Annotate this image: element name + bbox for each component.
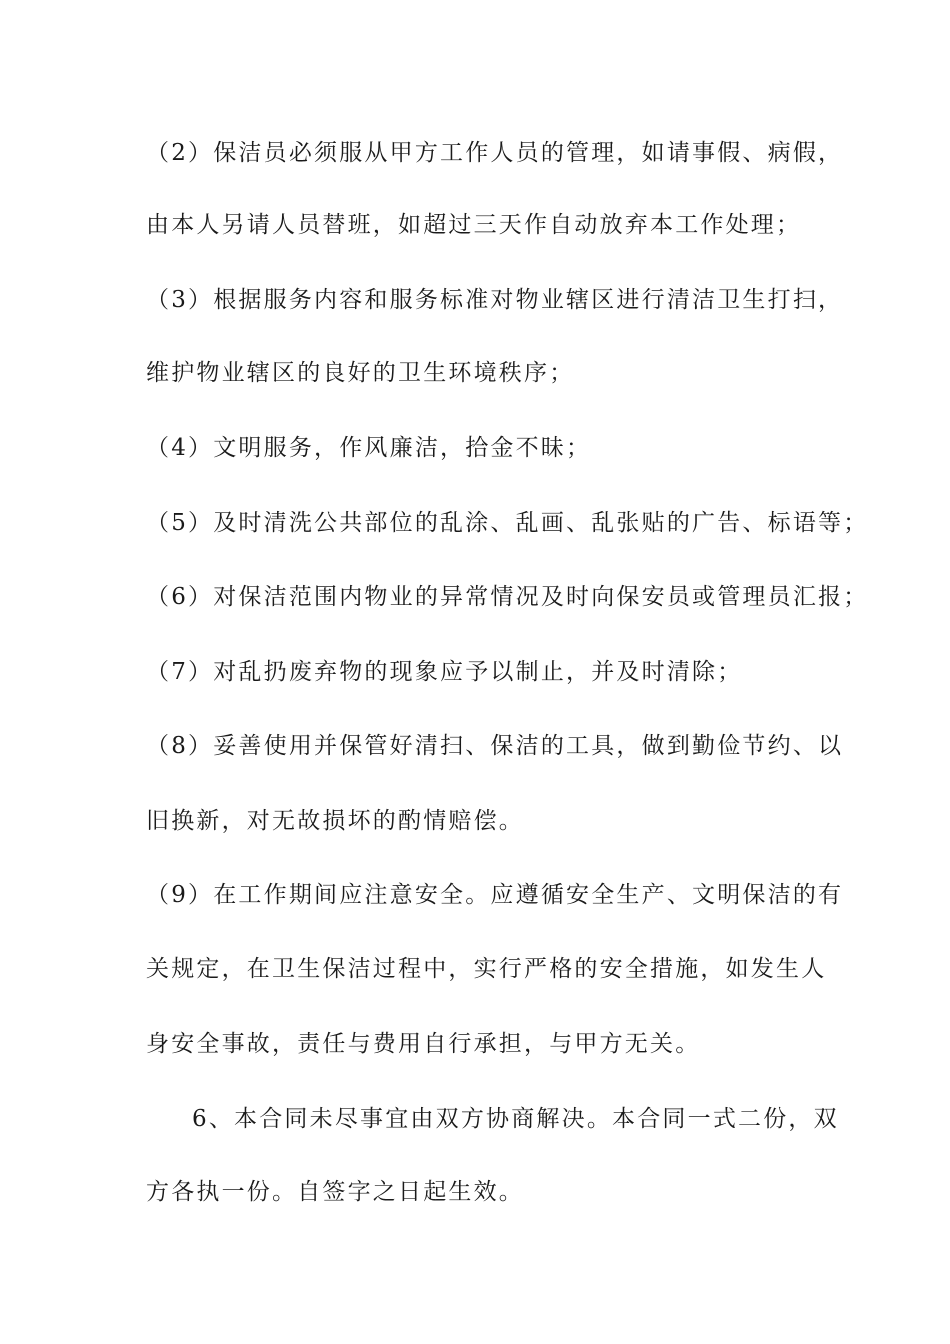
clause-9-line-2: 关规定，在卫生保洁过程中，实行严格的安全措施，如发生人 xyxy=(146,956,827,982)
clause-2-line-1: （2）保洁员必须服从甲方工作人员的管理，如请事假、病假， xyxy=(146,140,844,166)
clause-9-line-1: （9）在工作期间应注意安全。应遵循安全生产、文明保洁的有 xyxy=(146,882,844,908)
clause-8-line-1: （8）妥善使用并保管好清扫、保洁的工具，做到勤俭节约、以 xyxy=(146,733,844,759)
clause-7-line-1: （7）对乱扔废弃物的现象应予以制止，并及时清除； xyxy=(146,659,743,685)
clause-3-line-2: 维护物业辖区的良好的卫生环境秩序； xyxy=(146,360,575,386)
clause-3-line-1: （3）根据服务内容和服务标准对物业辖区进行清洁卫生打扫， xyxy=(146,287,844,313)
clause-2-line-2: 由本人另请人员替班，如超过三天作自动放弃本工作处理； xyxy=(146,212,802,238)
clause-8-line-2: 旧换新，对无故损坏的酌情赔偿。 xyxy=(146,808,524,834)
clause-5-line-1: （5）及时清洗公共部位的乱涂、乱画、乱张贴的广告、标语等； xyxy=(146,510,869,536)
section-6-line-1: 6、本合同未尽事宜由双方协商解决。本合同一式二份，双 xyxy=(192,1106,839,1132)
section-6-line-2: 方各执一份。自签字之日起生效。 xyxy=(146,1179,524,1205)
clause-6-line-1: （6）对保洁范围内物业的异常情况及时向保安员或管理员汇报； xyxy=(146,584,869,610)
clause-9-line-3: 身安全事故，责任与费用自行承担，与甲方无关。 xyxy=(146,1031,701,1057)
clause-4-line-1: （4）文明服务，作风廉洁，拾金不昧； xyxy=(146,435,592,461)
